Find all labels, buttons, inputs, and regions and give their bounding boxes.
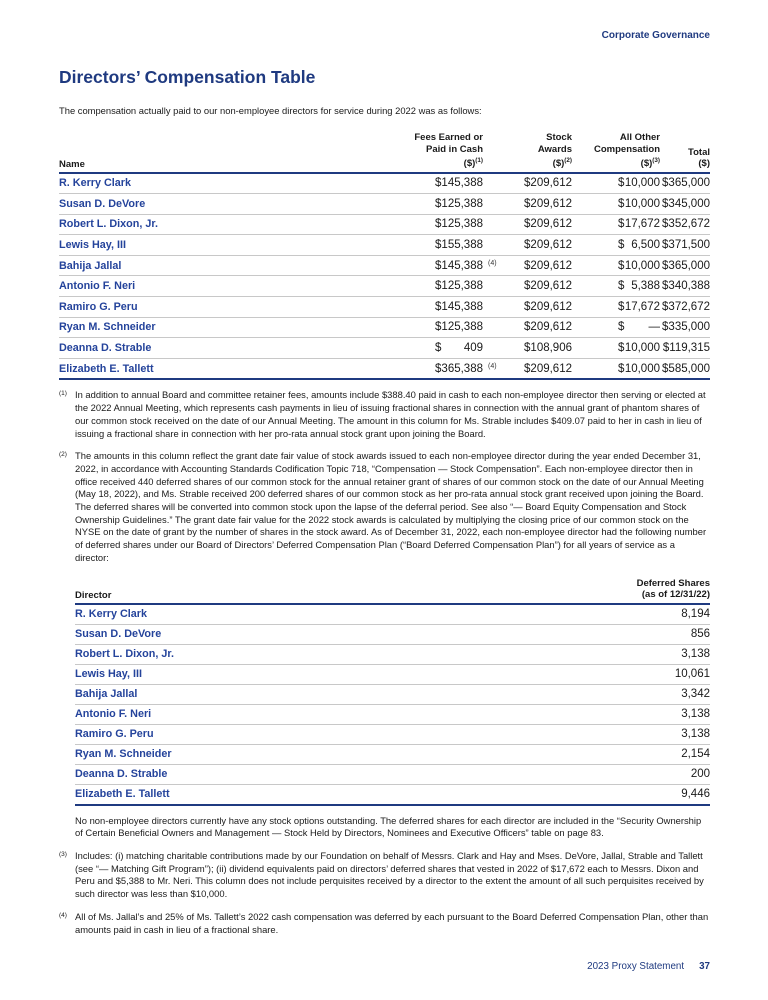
currency-symbol: $ xyxy=(618,259,625,272)
table-row xyxy=(59,297,710,318)
header-unit: ($) xyxy=(552,158,565,169)
currency-symbol: $ xyxy=(435,239,442,252)
header-line: Total xyxy=(688,146,710,158)
currency-symbol: $ xyxy=(524,177,531,190)
table-row xyxy=(75,665,710,685)
column-header-name: Name xyxy=(59,158,85,170)
section-label: Corporate Governance xyxy=(601,30,710,41)
compensation-table-body xyxy=(59,174,710,381)
page-title: Directors’ Compensation Table xyxy=(59,67,316,87)
table-row xyxy=(75,645,710,665)
header-unit: ($) xyxy=(698,158,710,169)
currency-symbol: $ xyxy=(524,300,531,313)
table-row xyxy=(59,174,710,195)
fees-cell xyxy=(435,342,483,354)
total-value: $352,672 xyxy=(662,218,710,231)
director-name: Antonio F. Neri xyxy=(75,708,152,721)
deferred-shares-value: 3,138 xyxy=(681,648,710,661)
footnote-2 xyxy=(59,450,710,564)
fees-cell xyxy=(435,177,483,189)
total-value: $340,388 xyxy=(662,280,710,293)
fees-value: 125,388 xyxy=(441,280,483,293)
footnote-text: The amounts in this column reflect the grant date fair value of stock awards issued to each non-employee director during the year ended December 31, 2022, in accordance with Accounting Standards Codification Topic 718, “Compensation — Stock Compensation”. Each non-employee director then in office received 440 deferred shares of our common stock for the annual retainer grant of shares of our common stock on the date of our Annual Meeting (May 18, 2022), and Ms. Strable received 200 deferred shares of our common stock as her pro-rata annual stock grant received upon joining the Board. The deferred shares will be converted into common stock upon the lapse of the deferral period. See also “— Board Equity Compensation and Stock Ownership Guidelines.” The grant date fair value for the 2022 stock awards is calculated by multiplying the closing price of our common stock on the NYSE on the date of grant by the number of shares in the stock award. As of December 31, 2022, each non-employee director had the following number of deferred shares under our Board of Directors’ Deferred Compensation Plan (“Board Deferred Compensation Plan”) for all years of service as a director: xyxy=(75,450,707,563)
footer-label: 2023 Proxy Statement xyxy=(587,961,685,972)
currency-symbol: $ xyxy=(435,218,442,231)
fees-value: 145,388 xyxy=(441,259,483,272)
header-unit: ($) xyxy=(463,158,476,169)
fees-value: 125,388 xyxy=(441,197,483,210)
table-row xyxy=(75,625,710,645)
footnote-ref: (3) xyxy=(652,157,660,164)
header-line: Deferred Shares xyxy=(636,577,710,589)
footnote-ref: (4) xyxy=(488,362,497,370)
director-name: Antonio F. Neri xyxy=(59,280,136,293)
stock-awards-value: 209,612 xyxy=(530,362,572,375)
footnote-marker: (4) xyxy=(59,911,67,919)
total-value: $372,672 xyxy=(662,300,710,313)
total-value: $365,000 xyxy=(662,177,710,190)
currency-symbol: $ xyxy=(435,321,442,334)
fees-value: 365,388 xyxy=(441,362,483,375)
stock-awards-value: 209,612 xyxy=(530,239,572,252)
director-name: Ramiro G. Peru xyxy=(59,300,138,313)
stock-awards-value: 209,612 xyxy=(530,321,572,334)
director-name: Ryan M. Schneider xyxy=(59,321,156,334)
director-name: Deanna D. Strable xyxy=(75,768,168,781)
other-compensation-cell xyxy=(618,301,660,313)
running-header xyxy=(59,30,710,41)
other-compensation-value: 10,000 xyxy=(624,362,660,375)
header-line: Paid in Cash xyxy=(425,143,483,155)
column-header-fees xyxy=(373,132,483,170)
currency-symbol: $ xyxy=(524,197,531,210)
table-row xyxy=(59,359,710,381)
deferred-shares-value: 3,342 xyxy=(681,688,710,701)
other-compensation-cell xyxy=(618,177,660,189)
stock-awards-value: 209,612 xyxy=(530,177,572,190)
total-value: $335,000 xyxy=(662,321,710,334)
table-row xyxy=(75,745,710,765)
table-row xyxy=(75,725,710,745)
table-row xyxy=(75,785,710,806)
other-compensation-value: 6,500 xyxy=(631,239,660,252)
table-row xyxy=(75,705,710,725)
header-line: Fees Earned or xyxy=(414,132,483,143)
fees-cell xyxy=(435,198,483,210)
footnote-marker: (2) xyxy=(59,451,67,459)
table-row xyxy=(59,276,710,297)
footnote-ref: (4) xyxy=(488,259,497,267)
fees-value: 125,388 xyxy=(441,218,483,231)
fees-value: 125,388 xyxy=(441,321,483,334)
currency-symbol: $ xyxy=(618,300,625,313)
director-name: Ramiro G. Peru xyxy=(75,728,154,741)
currency-symbol: $ xyxy=(618,321,625,334)
header-line: Stock xyxy=(546,132,572,143)
other-compensation-cell xyxy=(618,363,660,375)
deferred-shares-value: 200 xyxy=(690,768,710,781)
footnote-1 xyxy=(59,389,710,440)
currency-symbol: $ xyxy=(524,218,531,231)
other-compensation-cell xyxy=(618,342,660,354)
deferred-table-body xyxy=(75,605,710,806)
stock-awards-cell xyxy=(524,218,572,230)
footnote-4 xyxy=(59,911,710,936)
other-compensation-cell xyxy=(618,260,660,272)
deferred-table-header xyxy=(75,578,710,605)
deferred-shares-value: 9,446 xyxy=(681,788,710,801)
currency-symbol: $ xyxy=(435,362,442,375)
deferred-shares-value: 856 xyxy=(690,628,710,641)
total-value: $345,000 xyxy=(662,197,710,210)
footnote-marker: (1) xyxy=(59,390,67,398)
footnote-text: In addition to annual Board and committee retainer fees, amounts include $388.40 paid in cash to each non-employee director then serving or elected at the 2022 Annual Meeting, which represents cash payments in lieu of issuing fractional shares in connection with the annual grant of phantom shares of our common stock received on the date of our Annual Meeting. The amount in this column for Ms. Strable includes $409.07 paid to her in cash in lieu of issuing a fractional share in connection with her pro-rata annual stock grant upon joining the Board. xyxy=(75,389,706,439)
stock-awards-cell xyxy=(524,363,572,375)
deferred-shares-value: 8,194 xyxy=(681,608,710,621)
director-name: Susan D. DeVore xyxy=(75,628,162,641)
currency-symbol: $ xyxy=(618,218,625,231)
fees-cell xyxy=(435,321,483,333)
total-value: $119,315 xyxy=(662,342,710,355)
fees-value: 155,388 xyxy=(441,239,483,252)
header-unit: ($) xyxy=(640,158,653,169)
intro-text: The compensation actually paid to our non-employee directors for service during 2022 was as follows: xyxy=(59,105,482,116)
deferred-shares-value: 10,061 xyxy=(674,668,710,681)
director-name: Lewis Hay, III xyxy=(75,668,143,681)
other-compensation-value: 5,388 xyxy=(631,280,660,293)
total-value: $365,000 xyxy=(662,259,710,272)
stock-awards-cell xyxy=(524,301,572,313)
currency-symbol: $ xyxy=(618,280,625,293)
stock-awards-value: 209,612 xyxy=(530,259,572,272)
header-line: Awards xyxy=(537,143,572,155)
other-compensation-cell xyxy=(618,321,660,333)
stock-awards-value: 108,906 xyxy=(530,342,572,355)
stock-awards-cell xyxy=(524,342,572,354)
column-header-director: Director xyxy=(75,589,112,601)
other-compensation-value: — xyxy=(648,321,660,334)
director-name: Robert L. Dixon, Jr. xyxy=(59,218,158,231)
stock-awards-cell xyxy=(524,260,572,272)
currency-symbol: $ xyxy=(435,259,442,272)
director-name: Ryan M. Schneider xyxy=(75,748,172,761)
stock-awards-cell xyxy=(524,321,572,333)
other-compensation-value: 10,000 xyxy=(624,342,660,355)
currency-symbol: $ xyxy=(618,177,625,190)
footnote-ref: (1) xyxy=(475,157,483,164)
compensation-table xyxy=(59,132,710,380)
director-name: Bahija Jallal xyxy=(75,688,138,701)
currency-symbol: $ xyxy=(435,342,442,355)
currency-symbol: $ xyxy=(618,239,625,252)
other-compensation-cell xyxy=(618,198,660,210)
currency-symbol: $ xyxy=(524,280,531,293)
fees-cell xyxy=(435,280,483,292)
director-name: Bahija Jallal xyxy=(59,259,122,272)
header-line: (as of 12/31/22) xyxy=(641,589,710,601)
table-row xyxy=(59,235,710,256)
compensation-table-header xyxy=(59,132,710,174)
currency-symbol: $ xyxy=(524,321,531,334)
header-line: All Other xyxy=(619,132,660,143)
stock-awards-value: 209,612 xyxy=(530,280,572,293)
table-row xyxy=(59,338,710,359)
currency-symbol: $ xyxy=(435,197,442,210)
column-header-total xyxy=(660,147,710,170)
director-name: Elizabeth E. Tallett xyxy=(59,362,154,375)
currency-symbol: $ xyxy=(618,342,625,355)
currency-symbol: $ xyxy=(435,177,442,190)
footnote-text: All of Ms. Jallal’s and 25% of Ms. Tallett’s 2022 cash compensation was deferred by each pursuant to the Board Deferred Compensation Plan, other than amounts paid in cash in lieu of a fractional share. xyxy=(75,910,709,935)
footnote-marker: (3) xyxy=(59,850,67,858)
column-header-stock xyxy=(483,132,572,170)
footnote-3 xyxy=(59,850,710,901)
currency-symbol: $ xyxy=(524,362,531,375)
fees-cell xyxy=(435,301,483,313)
director-name: R. Kerry Clark xyxy=(59,177,132,190)
total-value: $585,000 xyxy=(662,362,710,375)
stock-awards-cell xyxy=(524,239,572,251)
other-compensation-cell xyxy=(618,218,660,230)
fees-cell xyxy=(435,218,483,230)
other-compensation-value: 17,672 xyxy=(624,300,660,313)
currency-symbol: $ xyxy=(524,259,531,272)
page-number: 37 xyxy=(699,961,710,972)
fees-value: 409 xyxy=(463,342,483,355)
table-row xyxy=(59,256,710,277)
deferred-shares-table xyxy=(75,578,710,806)
fees-cell xyxy=(435,260,483,272)
director-name: R. Kerry Clark xyxy=(75,608,148,621)
fees-cell xyxy=(435,363,483,375)
other-compensation-cell xyxy=(618,280,660,292)
deferred-shares-value: 3,138 xyxy=(681,728,710,741)
other-compensation-value: 10,000 xyxy=(624,197,660,210)
fees-value: 145,388 xyxy=(441,177,483,190)
table-row xyxy=(59,318,710,339)
deferred-shares-value: 2,154 xyxy=(681,748,710,761)
other-compensation-cell xyxy=(618,239,660,251)
director-name: Lewis Hay, III xyxy=(59,239,127,252)
currency-symbol: $ xyxy=(524,239,531,252)
fees-value: 145,388 xyxy=(441,300,483,313)
header-line: Compensation xyxy=(594,143,660,155)
currency-symbol: $ xyxy=(618,197,625,210)
director-name: Robert L. Dixon, Jr. xyxy=(75,648,174,661)
other-compensation-value: 10,000 xyxy=(624,259,660,272)
table-row xyxy=(75,765,710,785)
currency-symbol: $ xyxy=(435,280,442,293)
director-name: Susan D. DeVore xyxy=(59,197,146,210)
stock-awards-value: 209,612 xyxy=(530,197,572,210)
table-row xyxy=(59,194,710,215)
stock-awards-value: 209,612 xyxy=(530,300,572,313)
director-name: Elizabeth E. Tallett xyxy=(75,788,170,801)
currency-symbol: $ xyxy=(524,342,531,355)
stock-awards-cell xyxy=(524,280,572,292)
footnote-ref: (2) xyxy=(564,157,572,164)
total-value: $371,500 xyxy=(662,239,710,252)
other-compensation-value: 10,000 xyxy=(624,177,660,190)
table-row xyxy=(75,685,710,705)
stock-options-paragraph: No non-employee directors currently have any stock options outstanding. The deferred shares for each director are included in the “Security Ownership of Certain Beneficial Owners and Management — Stock Held by Directors, Nominees and Executive Officers” table on page 83. xyxy=(75,814,702,839)
fees-cell xyxy=(435,239,483,251)
stock-awards-value: 209,612 xyxy=(530,218,572,231)
footnote-text: Includes: (i) matching charitable contributions made by our Foundation on behalf of Messrs. Clark and Hay and Mses. DeVore, Jallal, Strable and Tallett (see “— Matching Gift Program”); (ii) dividend equivalents paid on directors’ deferred shares that vested in 2022 of $17,672 each to Messrs. Dixon and Peru and $5,388 to Mr. Neri. This column does not include perquisites received by a director to the extent the amount of all such perquisites received by such director was less than $10,000. xyxy=(75,849,704,900)
column-header-deferred-shares xyxy=(637,578,710,601)
table-row xyxy=(75,605,710,625)
table-row xyxy=(59,215,710,236)
column-header-other-compensation xyxy=(572,132,660,170)
stock-awards-cell xyxy=(524,177,572,189)
deferred-shares-value: 3,138 xyxy=(681,708,710,721)
other-compensation-value: 17,672 xyxy=(624,218,660,231)
currency-symbol: $ xyxy=(618,362,625,375)
director-name: Deanna D. Strable xyxy=(59,342,152,355)
currency-symbol: $ xyxy=(435,300,442,313)
stock-awards-cell xyxy=(524,198,572,210)
page-footer xyxy=(587,961,710,972)
